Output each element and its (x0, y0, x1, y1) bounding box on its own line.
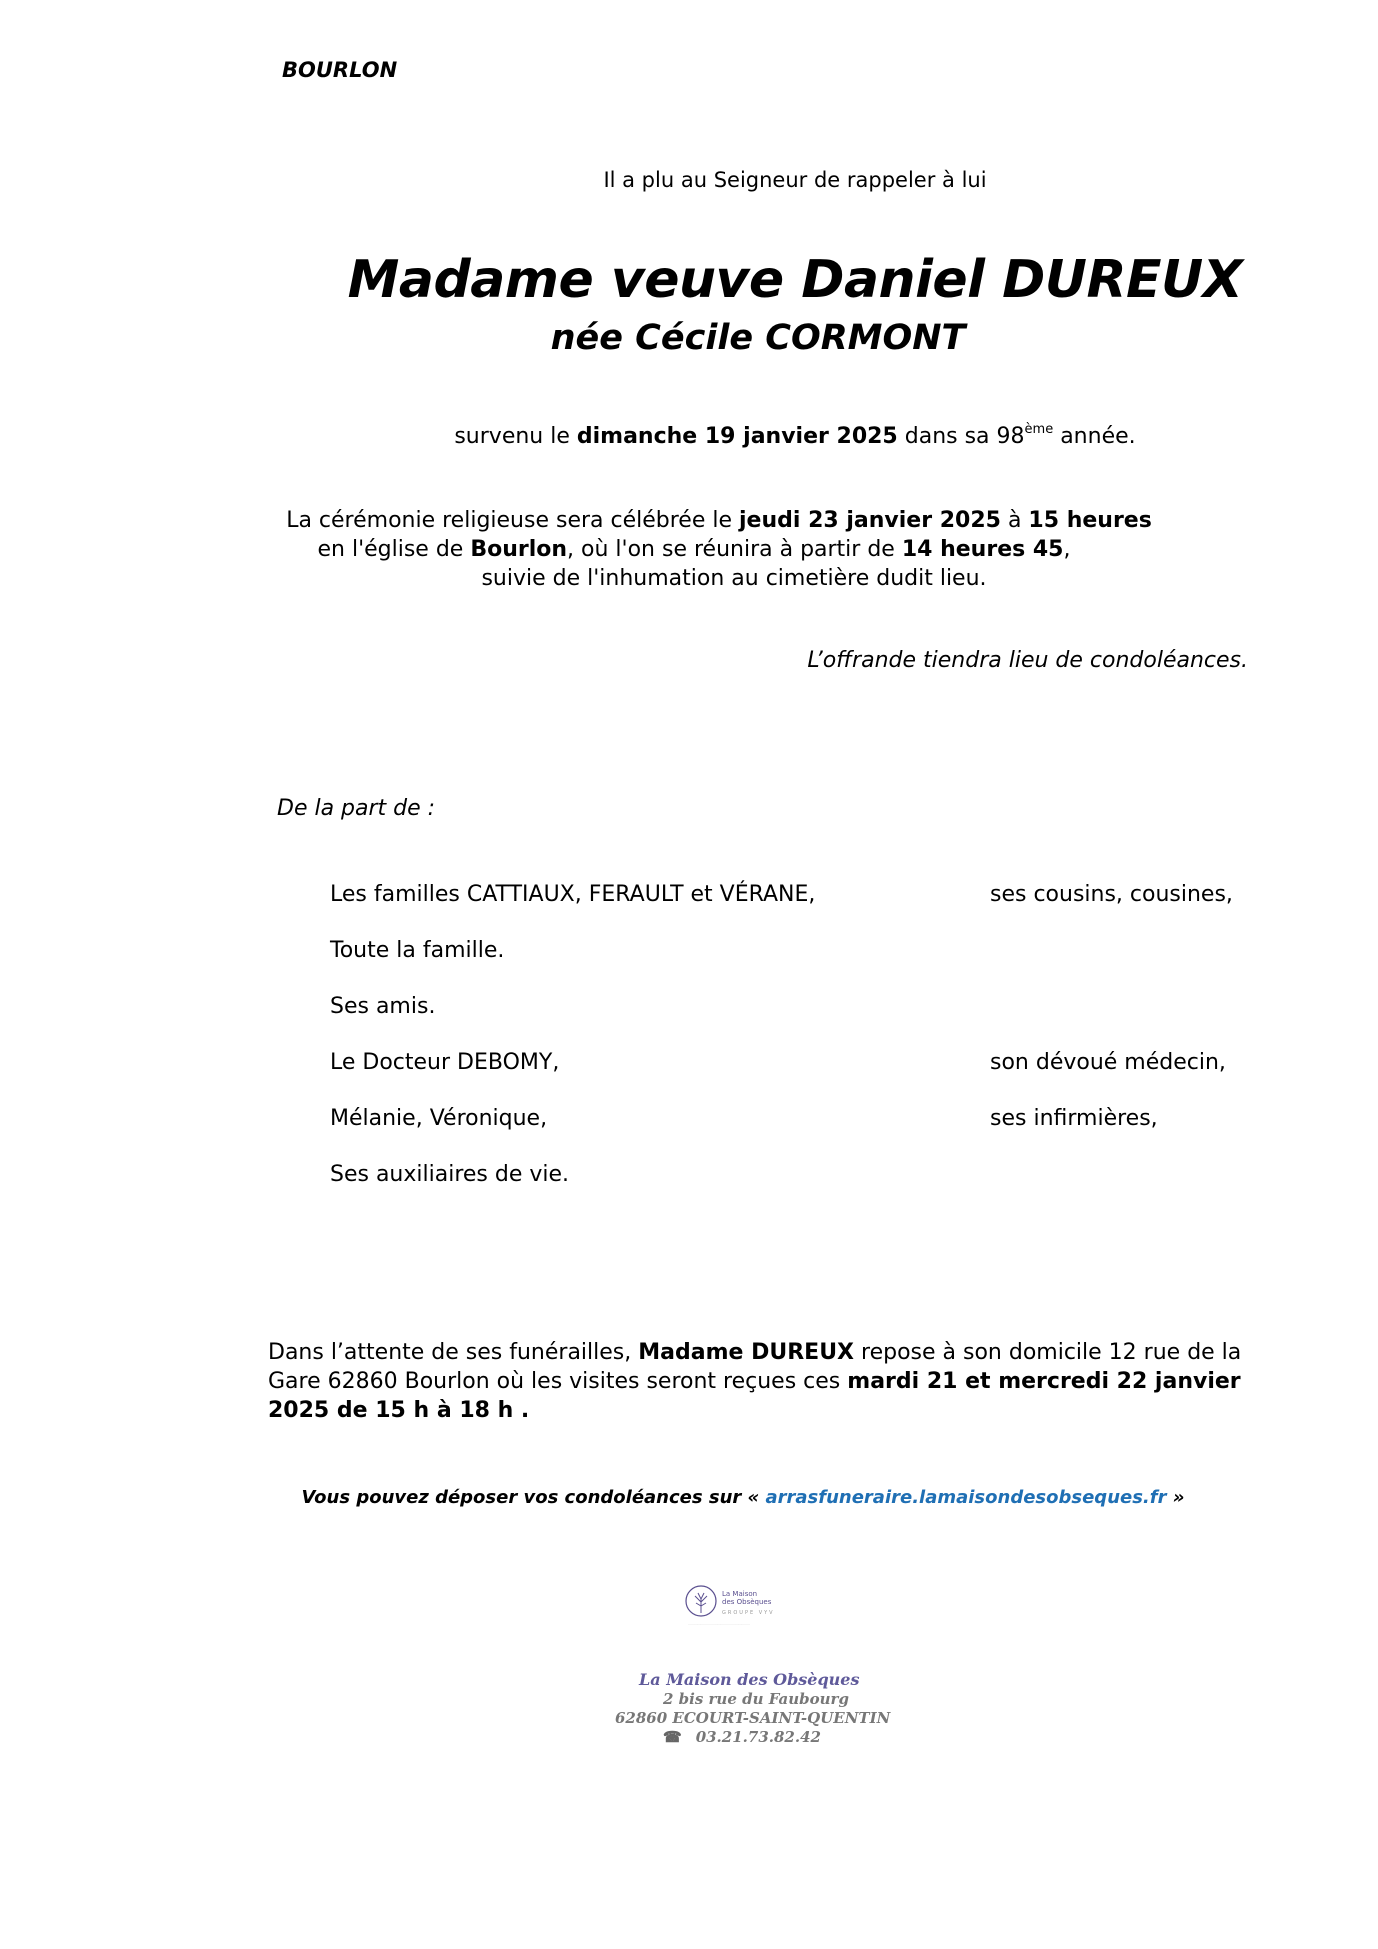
family-relation: ses cousins, cousines, (990, 882, 1233, 907)
deceased-name: Madame veuve Daniel DUREUX (347, 250, 1243, 310)
visitation-name: Madame DUREUX (638, 1340, 855, 1365)
funeral-home-name: La Maison des Obsèques (639, 1670, 860, 1689)
ceremony-line-2 (60, 535, 1378, 564)
phone-number[interactable]: 03.21.73.82.42 (695, 1728, 821, 1746)
town-heading: BOURLON (282, 58, 398, 82)
visitation-text-2: repose à son domicile 12 rue de la Gare 62860 Bourlon où les visites seront reçues ces (268, 1340, 1242, 1394)
visitation-notice (268, 1338, 1258, 1425)
gathering-time: 14 heures 45 (901, 537, 1064, 562)
death-middle: dans sa 98 (897, 424, 1025, 449)
death-notice (0, 424, 1378, 449)
family-name: Mélanie, Véronique, (330, 1106, 548, 1131)
ceremony-line-3: suivie de l'inhumation au cimetière dudit lieu. (481, 566, 987, 591)
death-ordinal: ème (1024, 422, 1054, 437)
logo-group: GROUPE VYV (722, 1610, 775, 1616)
ceremony-notice (0, 506, 1378, 593)
from-label: De la part de : (277, 796, 436, 821)
phone-icon: ☎ (663, 1728, 682, 1746)
ceremony-line2-mid: , où l'on se réunira à partir de (567, 537, 902, 562)
intro-line: Il a plu au Seigneur de rappeler à lui (603, 168, 987, 192)
family-name: Ses auxiliaires de vie. (330, 1162, 570, 1187)
family-name: Toute la famille. (330, 938, 505, 963)
death-suffix: année. (1053, 424, 1136, 449)
condolences-prefix: Vous pouvez déposer vos condoléances sur « (301, 1487, 766, 1508)
funeral-home-street: 2 bis rue du Faubourg (663, 1690, 849, 1708)
offering-note: L’offrande tiendra lieu de condoléances. (807, 648, 1248, 673)
family-relation: ses infirmières, (990, 1106, 1158, 1131)
condolences-link[interactable]: arrasfuneraire.lamaisondesobseques.fr (765, 1487, 1167, 1508)
family-name: Le Docteur DEBOMY, (330, 1050, 560, 1075)
visitation-dates: mardi 21 et mercredi 22 janvier 2025 de 15 h à 18 h . (268, 1369, 1241, 1423)
logo-divider: ................................................................. (688, 1622, 750, 1626)
ceremony-line1-prefix: La cérémonie religieuse sera célébrée le (286, 508, 740, 533)
family-relation: son dévoué médecin, (990, 1050, 1226, 1075)
ceremony-date: jeudi 23 janvier 2025 (739, 508, 1001, 533)
funeral-home-phone (663, 1728, 821, 1746)
family-name: Les familles CATTIAUX, FERAULT et VÉRANE, (330, 882, 816, 907)
ceremony-line-1 (60, 506, 1378, 535)
ceremony-place: Bourlon (470, 537, 568, 562)
tree-logo-icon (684, 1584, 718, 1618)
funeral-home-city: 62860 ECOURT-SAINT-QUENTIN (615, 1709, 891, 1727)
death-date: dimanche 19 janvier 2025 (576, 424, 898, 449)
funeral-home-logo (684, 1584, 774, 1630)
visitation-text-1: Dans l’attente de ses funérailles, (268, 1340, 639, 1365)
condolences-suffix: » (1166, 1487, 1185, 1508)
ceremony-line1-mid: à (1000, 508, 1029, 533)
logo-text (722, 1590, 771, 1606)
ceremony-time: 15 heures (1028, 508, 1152, 533)
ceremony-line2-prefix: en l'église de (317, 537, 471, 562)
logo-line-2: des Obsèques (722, 1598, 772, 1606)
family-name: Ses amis. (330, 994, 436, 1019)
ceremony-line2-suffix: , (1063, 537, 1071, 562)
death-prefix: survenu le (454, 424, 577, 449)
condolences-line (0, 1487, 1378, 1508)
logo-line-1: La Maison (722, 1590, 758, 1598)
maiden-name: née Cécile CORMONT (550, 318, 966, 358)
